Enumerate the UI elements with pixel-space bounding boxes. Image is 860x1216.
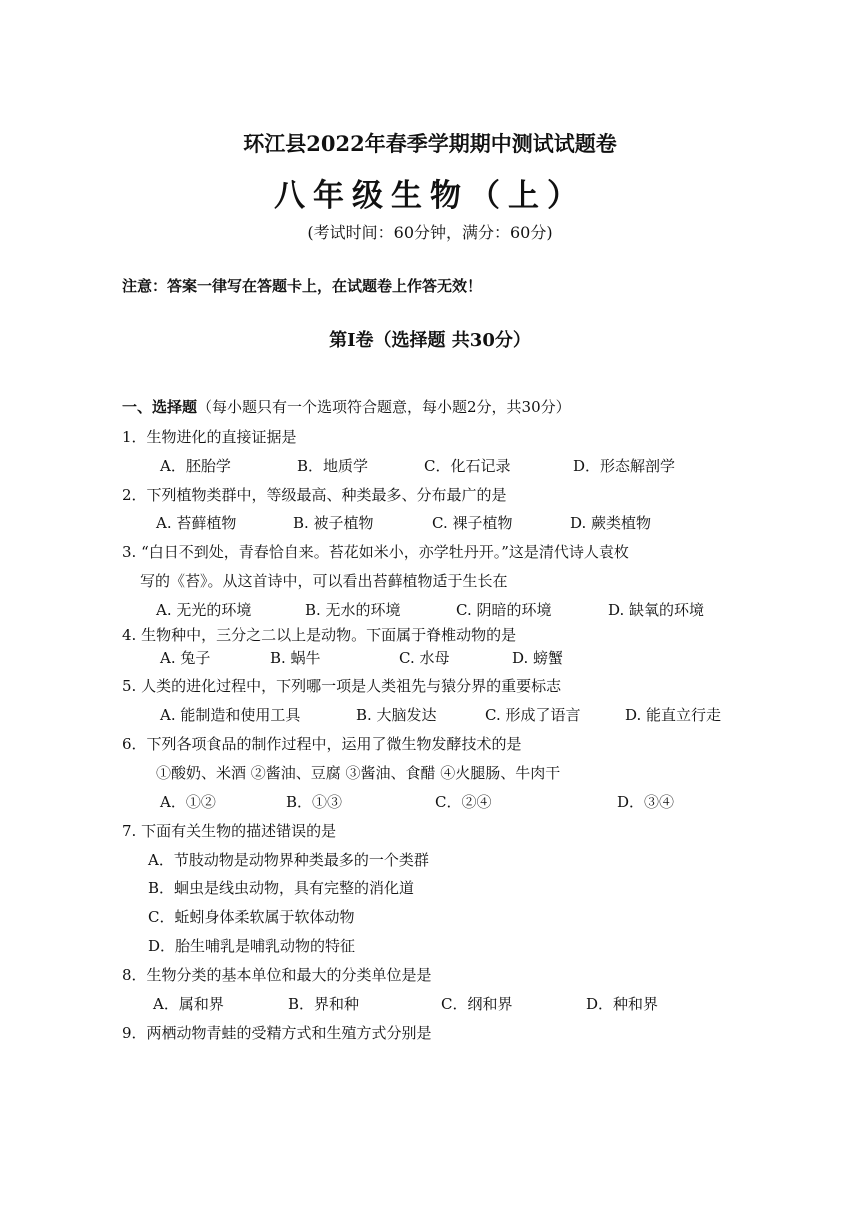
question-stem: 9．两栖动物青蛙的受精方式和生殖方式分别是 — [122, 1024, 432, 1042]
option: A．节肢动物是动物界种类最多的一个类群 — [148, 851, 429, 869]
option: C．化石记录 — [424, 457, 511, 475]
question-stem: 8．生物分类的基本单位和最大的分类单位是是 — [122, 966, 432, 984]
section-title — [122, 396, 571, 417]
option: B．①③ — [286, 793, 343, 811]
option: B. 蜗牛 — [270, 649, 321, 667]
option: A．①② — [160, 793, 216, 811]
question-stem: 6．下列各项食品的制作过程中，运用了微生物发酵技术的是 — [122, 735, 522, 753]
option: D．种和界 — [586, 995, 659, 1013]
option: D. 能直立行走 — [625, 706, 722, 724]
option: A. 兔子 — [160, 649, 211, 667]
question-stem: 7. 下面有关生物的描述错误的是 — [122, 822, 337, 840]
option: B．蛔虫是线虫动物，具有完整的消化道 — [148, 879, 415, 897]
option: C. 阴暗的环境 — [456, 601, 552, 619]
question-items: ①酸奶、米酒 ②酱油、豆腐 ③酱油、食醋 ④火腿肠、牛肉干 — [156, 764, 561, 782]
exam-title: 环江县2022年春季学期期中测试试题卷 — [243, 131, 617, 156]
option: D．③④ — [617, 793, 675, 811]
option: B．界和种 — [288, 995, 360, 1013]
option: C. 水母 — [399, 649, 450, 667]
option: D. 蕨类植物 — [570, 514, 652, 532]
notice: 注意：答案一律写在答题卡上，在试题卷上作答无效！ — [122, 277, 483, 295]
option: C．②④ — [435, 793, 492, 811]
section-note: （每小题只有一个选项符合题意，每小题2分，共30分） — [197, 398, 571, 416]
option: B. 无水的环境 — [305, 601, 401, 619]
question-stem: 1．生物进化的直接证据是 — [122, 428, 297, 446]
question-stem: 3. “白日不到处，青春恰自来。苔花如米小，亦学牡丹开。”这是清代诗人袁枚 — [122, 543, 629, 561]
option: C. 裸子植物 — [432, 514, 513, 532]
option: C．蚯蚓身体柔软属于软体动物 — [148, 908, 355, 926]
option: C．纲和界 — [441, 995, 513, 1013]
option: D．形态解剖学 — [573, 457, 676, 475]
part-title: 第Ⅰ卷（选择题 共30分） — [329, 330, 531, 351]
option: D．胎生哺乳是哺乳动物的特征 — [148, 937, 356, 955]
option: D. 缺氧的环境 — [608, 601, 705, 619]
option: C. 形成了语言 — [485, 706, 581, 724]
option: A. 无光的环境 — [156, 601, 252, 619]
option: D. 螃蟹 — [512, 649, 564, 667]
grade-subject-title: 八年级生物（上） — [274, 178, 586, 214]
question-stem-continued: 写的《苔》。从这首诗中，可以看出苔藓植物适于生长在 — [140, 572, 508, 590]
question-stem: 2．下列植物类群中，等级最高、种类最多、分布最广的是 — [122, 486, 507, 504]
option: A. 苔藓植物 — [156, 514, 237, 532]
option: A．属和界 — [153, 995, 224, 1013]
option: A．胚胎学 — [160, 457, 231, 475]
exam-info: (考试时间：60分钟，满分：60分) — [307, 223, 553, 242]
section-heading: 一、选择题 — [122, 398, 198, 416]
question-stem: 4. 生物种中，三分之二以上是动物。下面属于脊椎动物的是 — [122, 626, 517, 644]
option: A. 能制造和使用工具 — [160, 706, 301, 724]
option: B．地质学 — [297, 457, 369, 475]
option: B. 大脑发达 — [356, 706, 437, 724]
option: B. 被子植物 — [293, 514, 374, 532]
question-stem: 5. 人类的进化过程中，下列哪一项是人类祖先与猿分界的重要标志 — [122, 677, 562, 695]
